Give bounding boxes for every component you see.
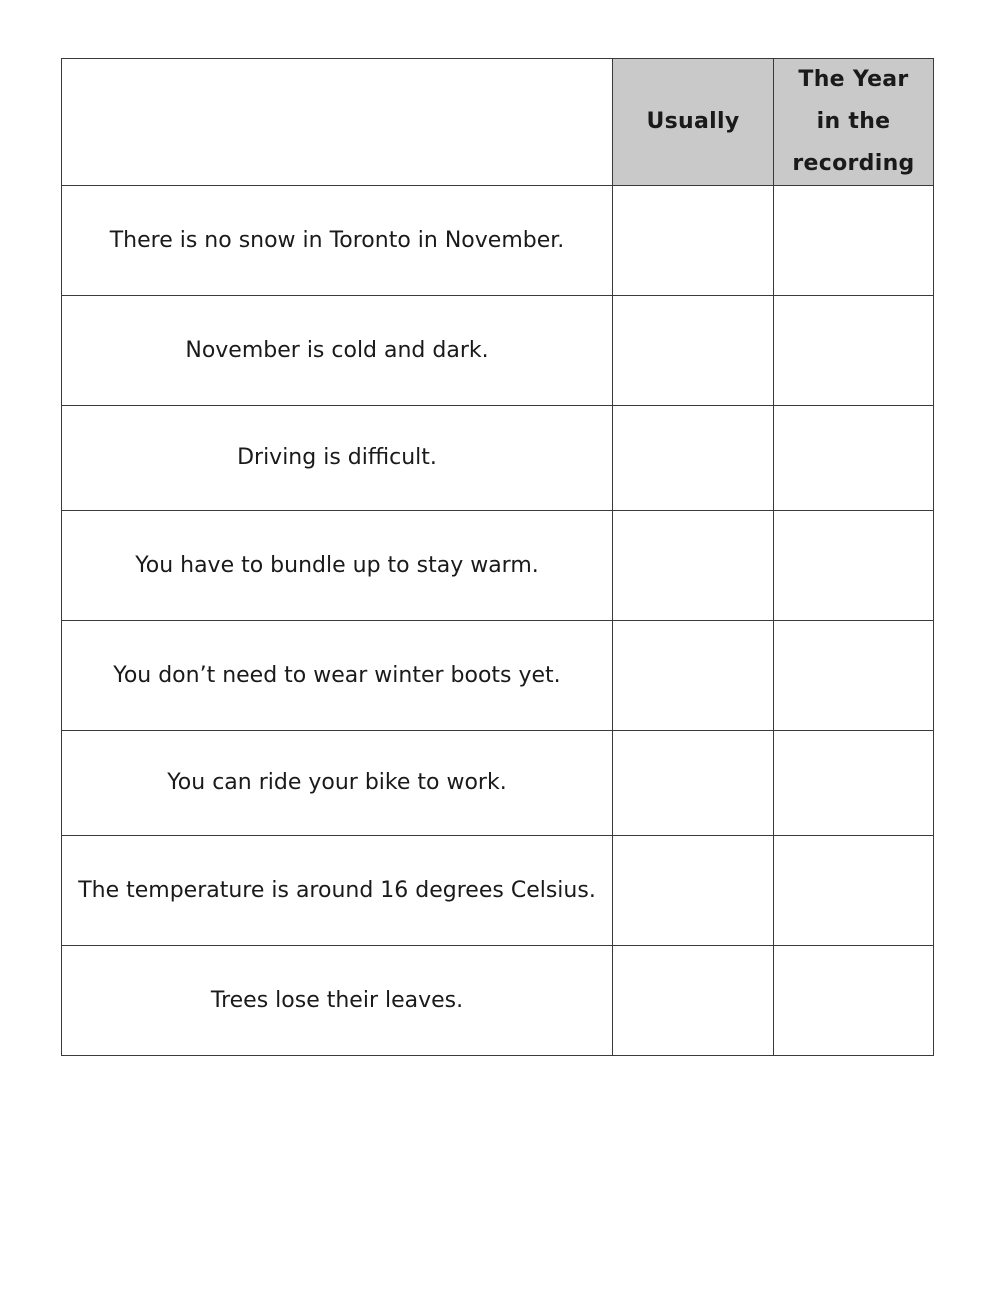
- header-statement-cell: [62, 59, 613, 186]
- table-row: [62, 836, 934, 946]
- table-row: [62, 621, 934, 731]
- table-row: [62, 406, 934, 511]
- worksheet-table: [61, 58, 934, 1056]
- year-answer-cell[interactable]: [774, 186, 934, 296]
- table-row: [62, 511, 934, 621]
- year-answer-cell[interactable]: [774, 946, 934, 1056]
- statement-text: You don’t need to wear winter boots yet.: [62, 621, 613, 731]
- usually-answer-cell[interactable]: [613, 296, 774, 406]
- header-row: [62, 59, 934, 186]
- usually-answer-cell[interactable]: [613, 731, 774, 836]
- table-row: [62, 296, 934, 406]
- header-year-line-1: The Year: [798, 67, 909, 92]
- year-answer-cell[interactable]: [774, 296, 934, 406]
- usually-answer-cell[interactable]: [613, 836, 774, 946]
- header-usually: Usually: [613, 59, 774, 186]
- table-row: [62, 946, 934, 1056]
- year-answer-cell[interactable]: [774, 621, 934, 731]
- year-answer-cell[interactable]: [774, 731, 934, 836]
- year-answer-cell[interactable]: [774, 836, 934, 946]
- statement-text: November is cold and dark.: [62, 296, 613, 406]
- table-row: [62, 186, 934, 296]
- usually-answer-cell[interactable]: [613, 946, 774, 1056]
- header-year-line-2: in the: [816, 109, 891, 134]
- statement-text: You have to bundle up to stay warm.: [62, 511, 613, 621]
- header-year-line-3: recording: [792, 151, 915, 176]
- year-answer-cell[interactable]: [774, 406, 934, 511]
- statement-text: You can ride your bike to work.: [62, 731, 613, 836]
- usually-answer-cell[interactable]: [613, 511, 774, 621]
- header-year-in-recording: [774, 59, 934, 186]
- usually-answer-cell[interactable]: [613, 186, 774, 296]
- usually-answer-cell[interactable]: [613, 406, 774, 511]
- year-answer-cell[interactable]: [774, 511, 934, 621]
- statement-text: Trees lose their leaves.: [62, 946, 613, 1056]
- statement-text: The temperature is around 16 degrees Celsius.: [62, 836, 613, 946]
- statement-text: There is no snow in Toronto in November.: [62, 186, 613, 296]
- table-row: [62, 731, 934, 836]
- usually-answer-cell[interactable]: [613, 621, 774, 731]
- statement-text: Driving is difficult.: [62, 406, 613, 511]
